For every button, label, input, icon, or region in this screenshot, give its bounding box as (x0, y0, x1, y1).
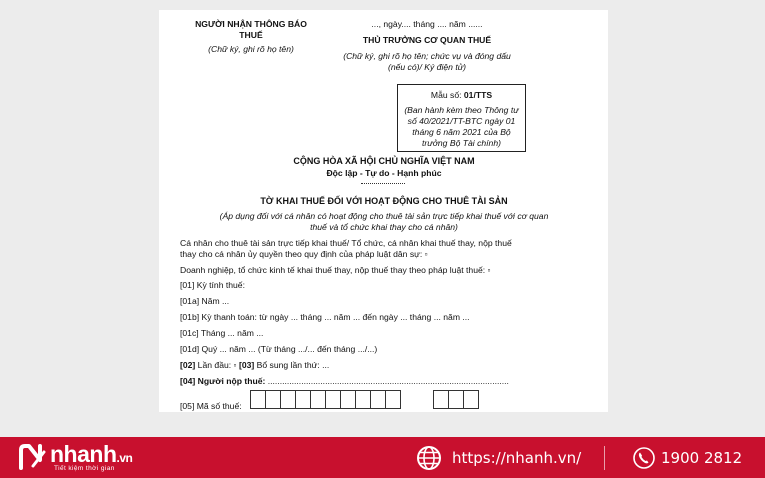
brand-tagline: Tiết kiệm thời gian (54, 465, 115, 472)
individual-checkbox-line-cont: thay cho cá nhân ủy quyền theo quy định của pháp luật dân sự: ▫ (180, 249, 428, 259)
individual-checkbox-line: Cá nhân cho thuê tài sản trực tiếp khai thuế/ Tổ chức, cá nhân khai thuế thay, nộp thuế (180, 238, 512, 248)
hotline-link[interactable] (633, 445, 742, 471)
form-number-code: 01/TTS (463, 90, 493, 100)
field-02-label: [02] (180, 360, 196, 370)
national-title: CỘNG HÒA XÃ HỘI CHỦ NGHĨA VIỆT NAM (293, 156, 475, 166)
declaration-subtitle-cont: thuế và tổ chức khai thay cho cá nhân) (310, 222, 458, 232)
footer-divider (604, 446, 605, 470)
form-note-3: tháng 6 năm 2021 của Bộ (412, 127, 511, 137)
field-02-03-line (180, 360, 329, 371)
declaration-subtitle: (Áp dụng đối với cá nhân có hoạt động cho thuê tài sản trực tiếp khai thuế với cơ quan (219, 211, 549, 221)
field-02-text: Lần đầu: ▫ (195, 360, 239, 370)
tax-code-box (433, 390, 449, 409)
tax-code-box (385, 390, 401, 409)
declaration-title: TỜ KHAI THUẾ ĐỐI VỚI HOẠT ĐỘNG CHO THUÊ TÀI SẢN (260, 196, 508, 206)
field-03-label: [03] (238, 360, 255, 370)
tax-code-boxes-main (250, 390, 400, 409)
field-01c-month: [01c] Tháng ... năm ... (180, 328, 264, 338)
date-line: ..., ngày.... tháng .... năm ...... (371, 19, 483, 29)
tax-code-box (295, 390, 311, 409)
field-04-label: [04] Người nộp thuế: (180, 376, 266, 386)
authority-title: THỦ TRƯỞNG CƠ QUAN THUẾ (362, 35, 492, 45)
tax-code-box (265, 390, 281, 409)
field-01-tax-period: [01] Kỳ tính thuế: (180, 280, 245, 290)
form-note-1: (Ban hành kèm theo Thông tư (404, 105, 519, 115)
tax-code-box (463, 390, 479, 409)
recipient-title: NGƯỜI NHẬN THÔNG BÁO (195, 19, 307, 29)
form-number-label: Mẫu số: (430, 90, 464, 100)
form-note-2: số 40/2021/TT-BTC ngày 01 (407, 116, 516, 126)
tax-code-box (370, 390, 386, 409)
globe-icon (416, 445, 442, 471)
field-03-text: Bổ sung lần thứ: ... (254, 360, 330, 370)
enterprise-checkbox-line: Doanh nghiệp, tổ chức kinh tế khai thuế thay, nộp thuế thay theo pháp luật thuế: ▫ (180, 265, 491, 275)
authority-note: (Chữ ký, ghi rõ họ tên; chức vụ và đóng dấu (343, 51, 511, 61)
tax-code-box (250, 390, 266, 409)
motto-separator (361, 183, 405, 184)
national-motto: Độc lập - Tự do - Hạnh phúc (326, 168, 442, 178)
form-note-4: trưởng Bộ Tài chính) (422, 138, 501, 148)
field-01d-quarter: [01d] Quý ... năm ... (Từ tháng .../... đến tháng .../...) (180, 344, 378, 354)
tax-code-box (448, 390, 464, 409)
tax-code-box (355, 390, 371, 409)
tax-declaration-document (159, 10, 608, 412)
field-05-tax-code: [05] Mã số thuế: (180, 401, 242, 411)
form-number-box (397, 84, 526, 152)
website-url: https://nhanh.vn/ (452, 449, 582, 467)
tax-code-boxes-branch (433, 390, 478, 409)
tax-code-box (310, 390, 326, 409)
brand-name-suffix: .vn (116, 451, 133, 465)
tax-code-box (280, 390, 296, 409)
field-01b-payment-period: [01b] Kỳ thanh toán: từ ngày ... tháng ... năm ... đến ngày ... tháng ... năm ... (180, 312, 470, 322)
website-link[interactable] (416, 444, 581, 472)
brand-name-main: nhanh (50, 441, 117, 467)
nhanh-logo-icon (18, 444, 48, 470)
authority-note-cont: (nếu có)/ Ký điện tử) (387, 62, 467, 72)
phone-icon (633, 447, 655, 469)
hotline-number: 1900 2812 (661, 449, 743, 467)
field-04-taxpayer (180, 376, 509, 387)
footer-bar (0, 437, 765, 478)
tax-code-box (340, 390, 356, 409)
form-number (398, 90, 525, 101)
field-01a-year: [01a] Năm ... (180, 296, 230, 306)
tax-code-box (325, 390, 341, 409)
recipient-title-cont: THUẾ (239, 30, 263, 40)
brand-logo[interactable] (18, 442, 178, 472)
recipient-note: (Chữ ký, ghi rõ họ tên) (208, 44, 294, 54)
field-04-dots: ..................................................................................................... (265, 376, 509, 386)
